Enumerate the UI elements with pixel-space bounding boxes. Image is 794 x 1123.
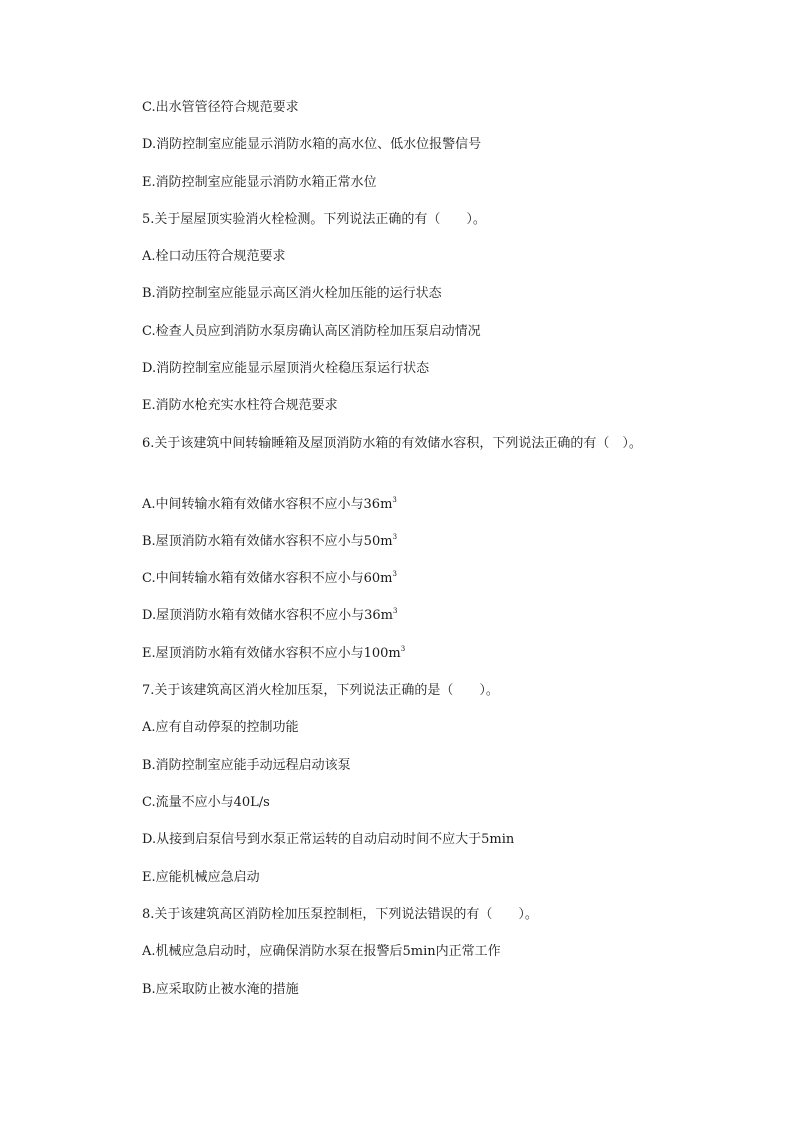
question-8: 8.关于该建筑高区消防栓加压泵控制柜，下列说法错误的有（ ）。 (142, 907, 538, 922)
option-a-q8: A.机械应急启动时，应确保消防水泵在报警后5min内正常工作 (142, 944, 501, 959)
option-b-q7: B.消防控制室应能手动远程启动该泵 (142, 758, 351, 773)
option-e-q5: E.消防水枪充实水柱符合规范要求 (142, 398, 338, 413)
question-7: 7.关于该建筑高区消火栓加压泵，下列说法正确的是（ ）。 (142, 683, 499, 698)
option-e-q7: E.应能机械应急启动 (142, 870, 260, 885)
option-d-q6 (142, 607, 397, 625)
option-c-q6 (142, 570, 397, 588)
option-c-q7: C.流量不应小与40L/s (142, 795, 270, 810)
option-b-q5: B.消防控制室应能显示高区消火栓加压能的运行状态 (142, 286, 442, 301)
cubic-superscript: 3 (392, 607, 398, 615)
option-e-q6 (142, 645, 405, 663)
question-6: 6.关于该建筑中间转输睡箱及屋顶消防水箱的有效储水容积，下列说法正确的有（ ）。 (142, 436, 642, 451)
cubic-superscript: 3 (392, 496, 397, 504)
option-a-q6-text: A.中间转输水箱有效储水容积不应小与36m (142, 497, 393, 512)
option-e-q4: E.消防控制室应能显示消防水箱正常水位 (142, 175, 377, 190)
option-a-q5: A.栓口动压符合规范要求 (142, 249, 286, 264)
cubic-superscript: 3 (400, 645, 406, 653)
option-b-q6-text: B.屋顶消防水箱有效储水容积不应小与50m (142, 534, 393, 549)
cubic-superscript: 3 (392, 570, 397, 578)
option-d-q6-text: D.屋顶消防水箱有效储水容积不应小与36m (142, 608, 393, 623)
option-a-q6 (142, 496, 397, 514)
option-b-q6 (142, 533, 397, 551)
option-e-q6-text: E.屋顶消防水箱有效储水容积不应小与100m (142, 646, 401, 661)
option-b-q8: B.应采取防止被水淹的措施 (142, 982, 299, 997)
option-c-q6-text: C.中间转输水箱有效储水容积不应小与60m (142, 571, 393, 586)
option-d-q7: D.从接到启泵信号到水泵正常运转的自动启动时间不应大于5min (142, 832, 515, 847)
cubic-superscript: 3 (392, 533, 398, 541)
option-d-q4: D.消防控制室应能显示消防水箱的高水位、低水位报警信号 (142, 137, 482, 152)
question-5: 5.关于屋屋顶实验消火栓检测。下列说法正确的有（ ）。 (142, 212, 486, 227)
option-c-q5: C.检查人员应到消防水泵房确认高区消防栓加压泵启动情况 (142, 324, 481, 339)
option-a-q7: A.应有自动停泵的控制功能 (142, 720, 299, 735)
option-d-q5: D.消防控制室应能显示屋顶消火栓稳压泵运行状态 (142, 361, 430, 376)
option-c-q4: C.出水管管径符合规范要求 (142, 100, 299, 115)
